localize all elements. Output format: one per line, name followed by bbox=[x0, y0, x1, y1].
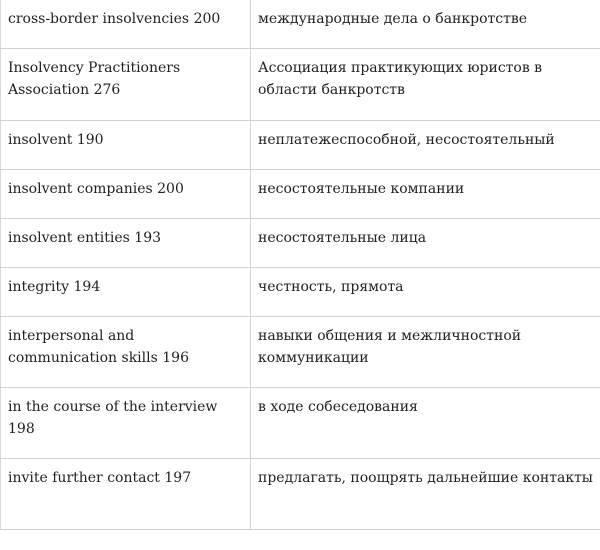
translation-cell: неплатежеспособной, несостоятельный bbox=[251, 120, 600, 169]
translation-cell: честность, прямота bbox=[251, 267, 600, 316]
translation-cell: несостоятельные лица bbox=[251, 218, 600, 267]
table-row bbox=[1, 458, 600, 529]
table-row bbox=[1, 218, 600, 267]
term-cell: in the course of the interview 198 bbox=[1, 387, 251, 458]
term-cell: integrity 194 bbox=[1, 267, 251, 316]
table-row bbox=[1, 169, 600, 218]
translation-cell: несостоятельные компании bbox=[251, 169, 600, 218]
translation-cell: Ассоциация практикующих юристов в области банкротств bbox=[251, 48, 600, 120]
translation-cell: навыки общения и межличностной коммуникации bbox=[251, 316, 600, 387]
term-cell: insolvent companies 200 bbox=[1, 169, 251, 218]
term-cell: Insolvency Practitioners Association 276 bbox=[1, 48, 251, 120]
term-cell: interpersonal and communication skills 196 bbox=[1, 316, 251, 387]
table-row bbox=[1, 267, 600, 316]
table-row bbox=[1, 0, 600, 48]
table-row bbox=[1, 120, 600, 169]
table-row bbox=[1, 387, 600, 458]
term-cell: insolvent entities 193 bbox=[1, 218, 251, 267]
term-cell: cross-border insolvencies 200 bbox=[1, 0, 251, 48]
table-row bbox=[1, 316, 600, 387]
term-cell: invite further contact 197 bbox=[1, 458, 251, 529]
translation-cell: предлагать, поощрять дальнейшие контакты bbox=[251, 458, 600, 529]
translation-cell: международные дела о банкротстве bbox=[251, 0, 600, 48]
term-cell: insolvent 190 bbox=[1, 120, 251, 169]
table-row bbox=[1, 48, 600, 120]
translation-cell: в ходе собеседования bbox=[251, 387, 600, 458]
